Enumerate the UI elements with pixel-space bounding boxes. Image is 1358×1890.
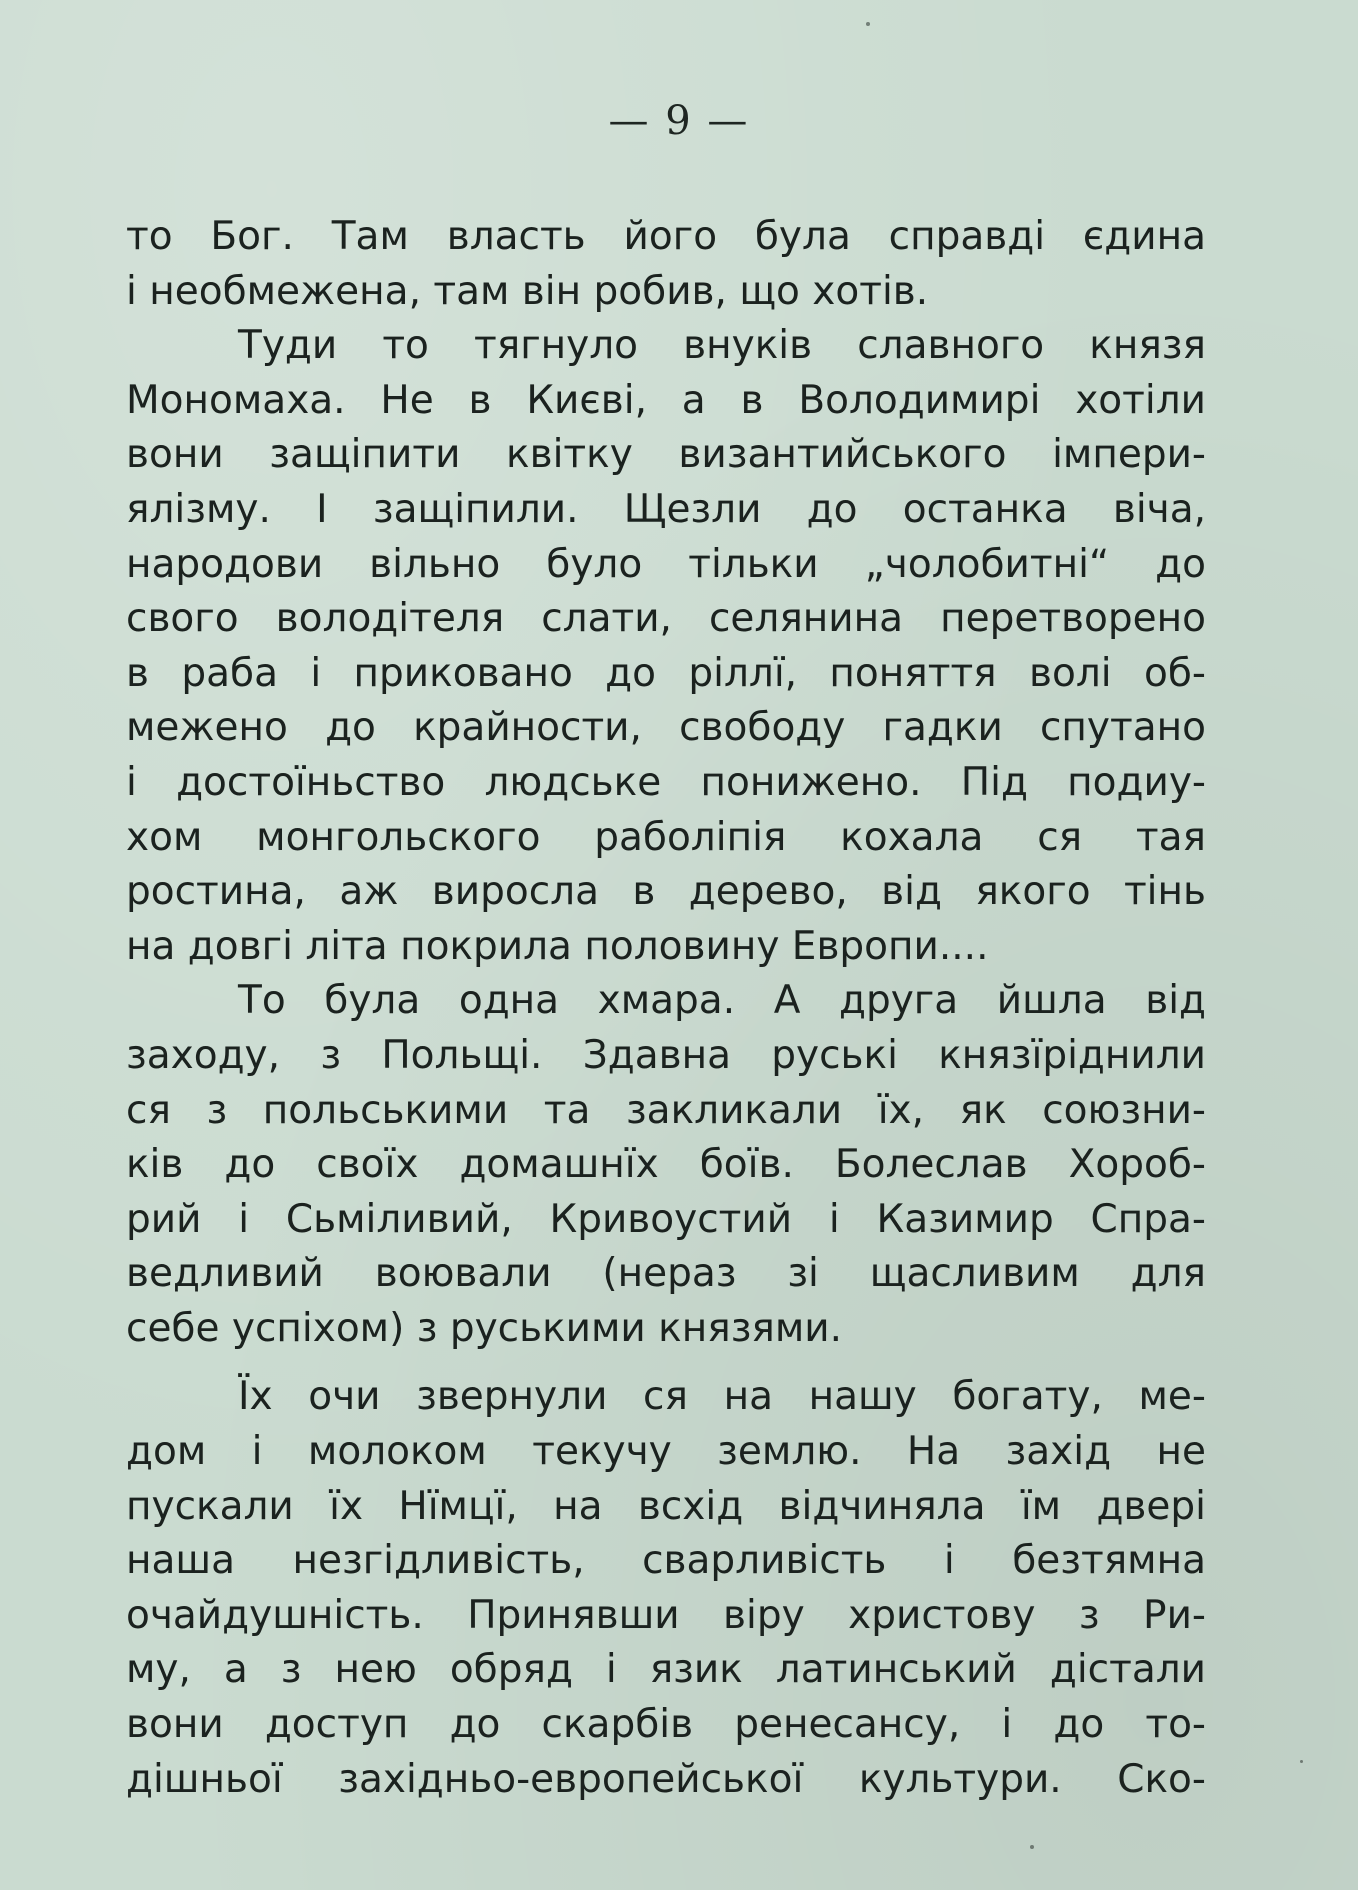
text-line: і достоїньство людське понижено. Під подиу- [126, 759, 1206, 805]
text-line: ків до своїх домашнїх боїв. Болеслав Хороб- [126, 1142, 1206, 1188]
paragraph-gap [126, 1356, 1206, 1370]
text-line: то Бог. Там власть його була справді єдина [126, 214, 1206, 259]
paper-speck [1030, 1845, 1034, 1849]
text-line: Їх очи звернули ся на нашу богату, ме- [238, 1374, 1206, 1420]
text-line: пускали їх Нїмцї, на всхід відчиняла їм двері [126, 1483, 1206, 1529]
text-line: свого володітеля слати, селянина перетворено [126, 596, 1206, 642]
text-line: дішньої західньо-европейської культури. Ско- [126, 1756, 1206, 1802]
text-line: хом монгольского раболіпія кохала ся тая [126, 814, 1206, 860]
paragraph-2 [126, 319, 1206, 974]
paragraph-4 [126, 1370, 1206, 1807]
text-line: вони доступ до скарбів ренесансу, і до то- [126, 1702, 1206, 1748]
text-line: межено до крайности, свободу гадки спутано [126, 705, 1206, 751]
text-line: То була одна хмара. А друга йшла від [238, 978, 1206, 1024]
text-line: ялізму. І защіпили. Щезли до останка віча, [126, 486, 1206, 532]
text-line: народови вільно було тільки „чолобитні“ до [126, 541, 1206, 587]
text-line: і необмежена, там він робив, що хотів. [126, 268, 929, 314]
paper-speck [1300, 1760, 1303, 1763]
text-line: ведливий воювали (нераз зі щасливим для [126, 1251, 1206, 1297]
text-line: рий і Сьміливий, Кривоустий і Казимир Спра- [126, 1196, 1206, 1242]
text-line: ростина, аж виросла в дерево, від якого тінь [126, 869, 1206, 915]
text-line: дом і молоком текучу землю. На захід не [126, 1429, 1206, 1475]
body-text [126, 210, 1206, 1807]
text-line: на довгі літа покрила половину Европи.... [126, 923, 989, 969]
text-line: в раба і приковано до ріллї, поняття волі об- [126, 650, 1206, 696]
paragraph-1 [126, 210, 1206, 319]
paper-speck [866, 22, 870, 26]
text-line: ся з польськими та закликали їх, як союзни- [126, 1087, 1206, 1133]
text-line: Туди то тягнуло внуків славного князя [238, 323, 1206, 369]
paragraph-3 [126, 974, 1206, 1356]
text-line: Мономаха. Не в Києві, а в Володимирі хотіли [126, 377, 1206, 423]
page-number: — 9 — [608, 98, 750, 144]
text-line: заходу, з Польщі. Здавна руські князїріднили [126, 1032, 1206, 1078]
text-line: наша незгідливість, сварливість і безтямна [126, 1538, 1206, 1584]
text-line: очайдушність. Принявши віру христову з Ри- [126, 1592, 1206, 1638]
text-line: вони защіпити квітку византийського імпери- [126, 432, 1206, 478]
text-line: му, а з нею обряд і язик латинський дістали [126, 1647, 1206, 1693]
text-line: себе успіхом) з руськими князями. [126, 1305, 843, 1351]
